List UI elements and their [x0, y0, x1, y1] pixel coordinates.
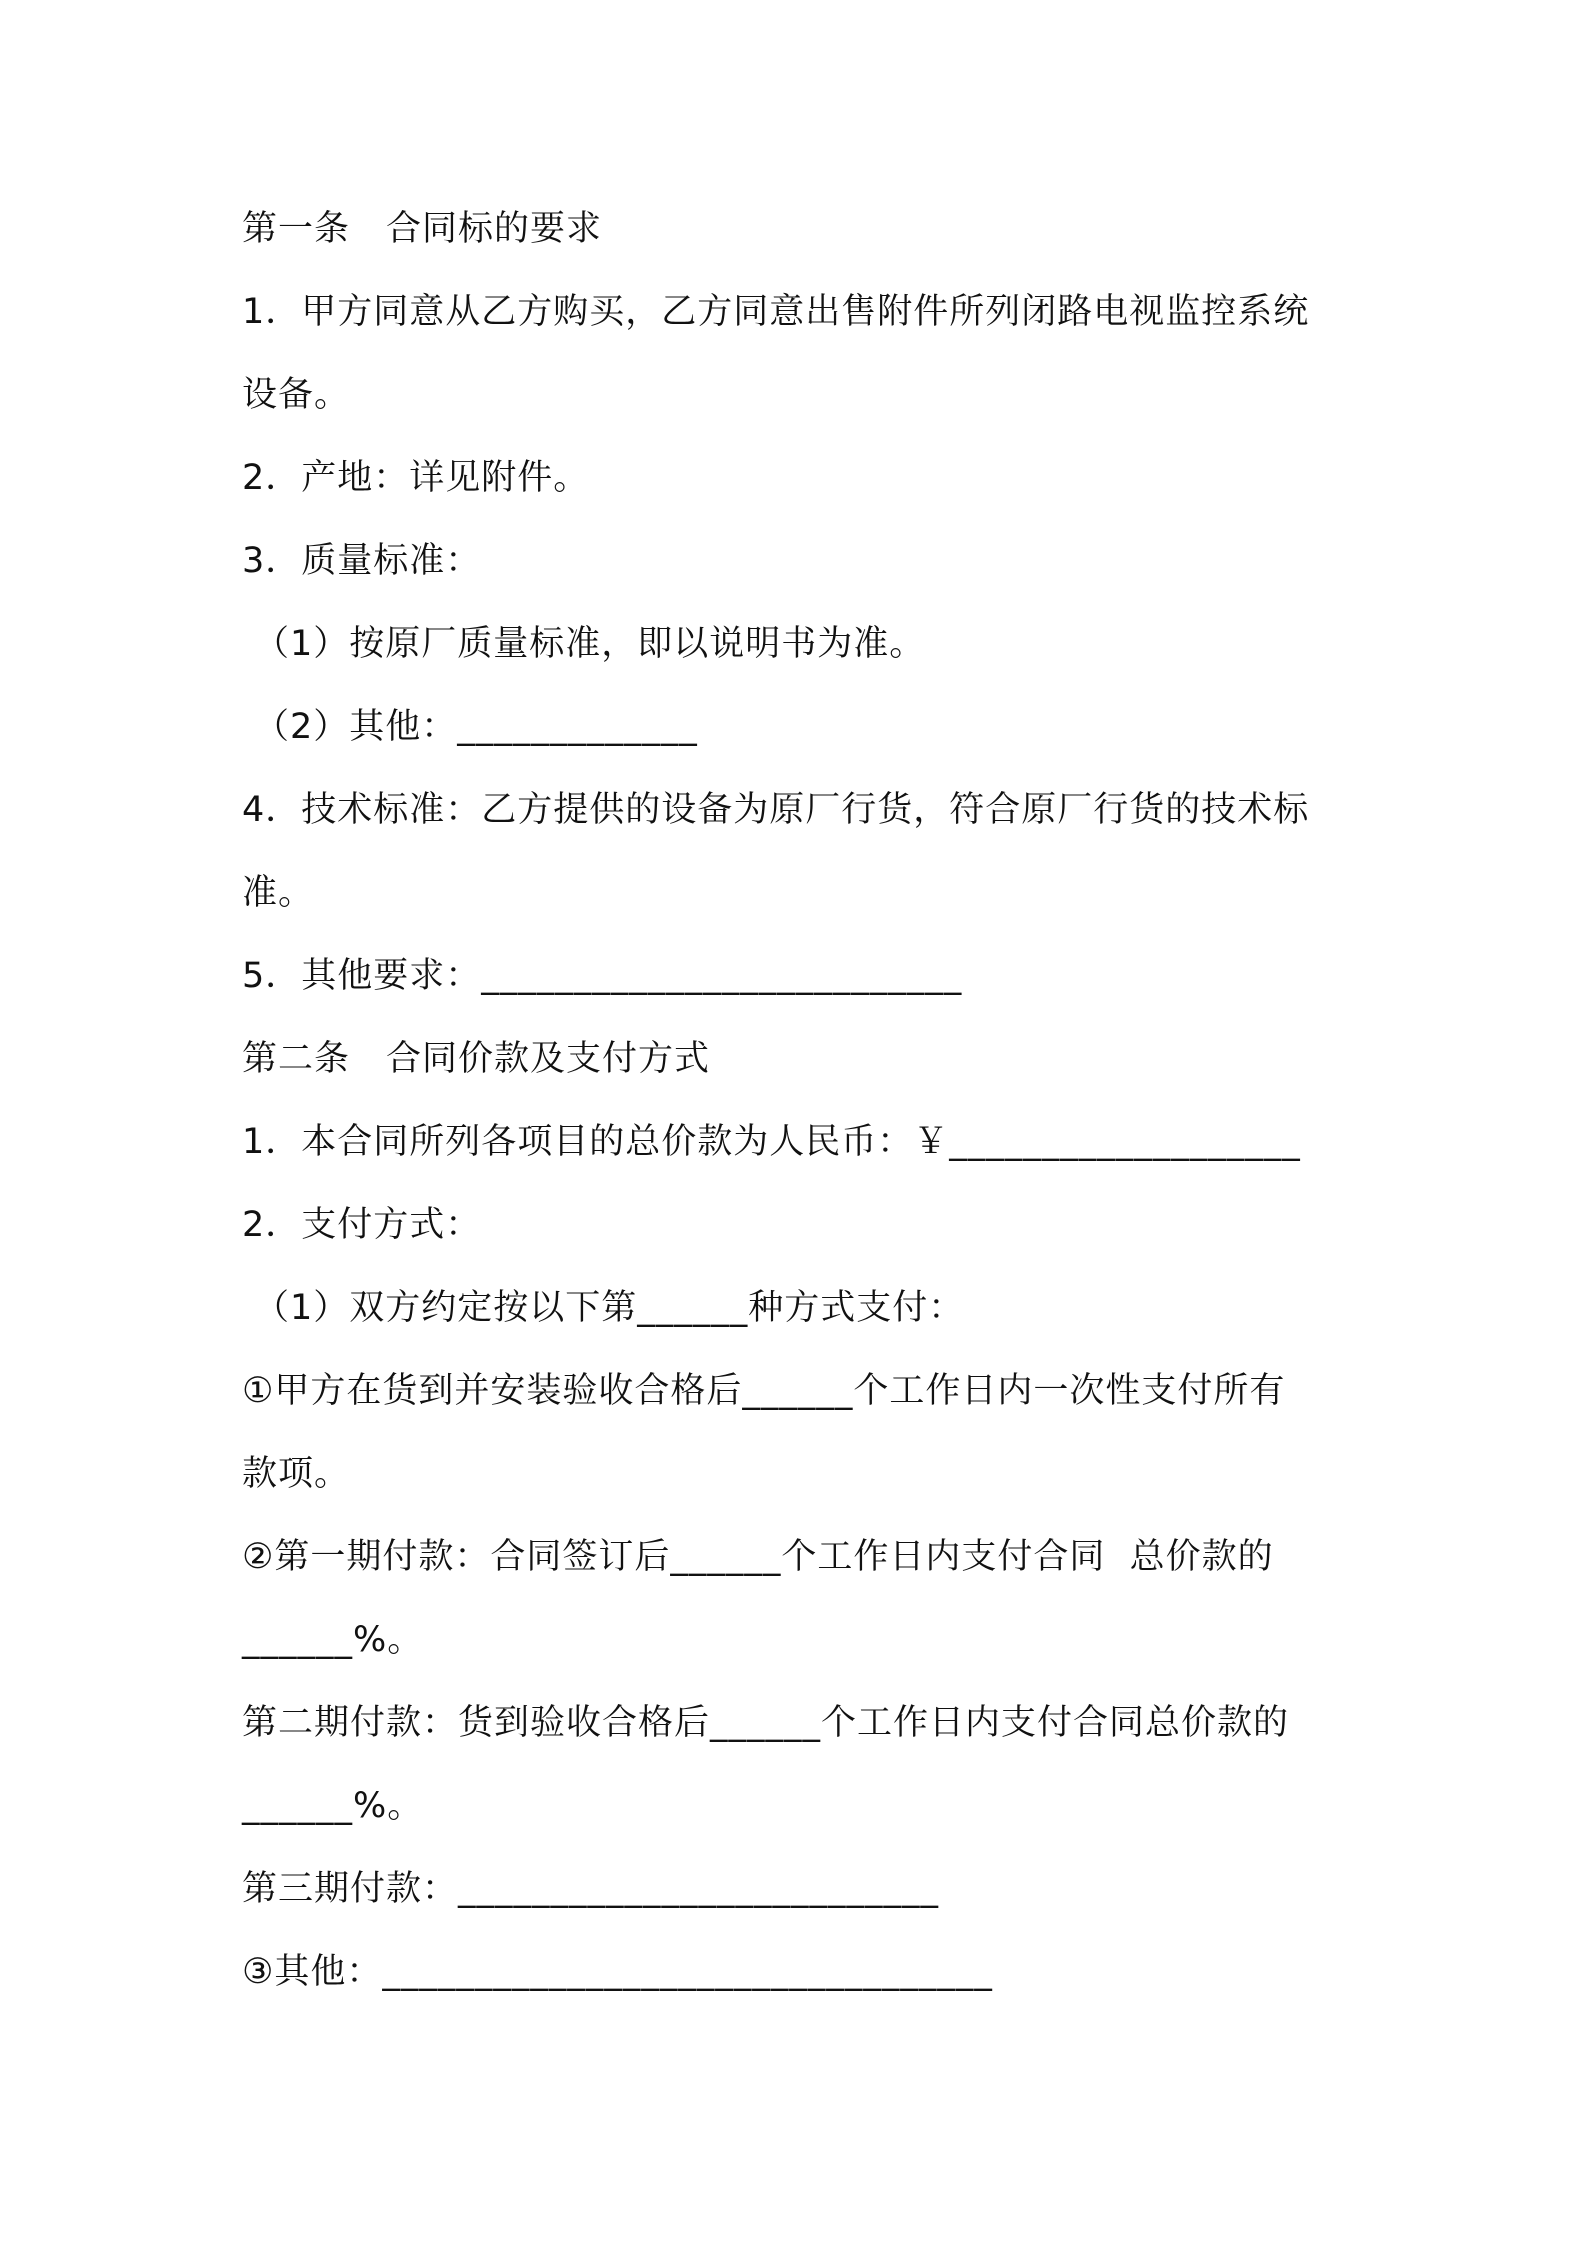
clause-1-5: 5．其他要求：__________________________ [242, 956, 963, 996]
clause-1-4-line-1: 4．技术标准：乙方提供的设备为原厂行货，符合原厂行货的技术标 [242, 790, 1310, 830]
payment-option-2-line-2: ______%。 [242, 1620, 424, 1660]
clause-1-4-line-2: 准。 [242, 873, 315, 913]
second-payment-line-1: 第二期付款：货到验收合格后______个工作日内支付合同总价款的 [242, 1703, 1290, 1743]
clause-2-1: 1．本合同所列各项目的总价款为人民币：￥___________________ [242, 1122, 1301, 1162]
clause-1-1-line-1: 1．甲方同意从乙方购买，乙方同意出售附件所列闭路电视监控系统 [242, 292, 1310, 332]
payment-option-1-line-2: 款项。 [242, 1454, 351, 1494]
article-1-heading: 第一条 合同标的要求 [242, 209, 603, 249]
clause-1-3-1: （1）按原厂质量标准，即以说明书为准。 [254, 624, 926, 664]
article-2-heading: 第二条 合同价款及支付方式 [242, 1039, 711, 1079]
clause-1-1-line-2: 设备。 [242, 375, 351, 415]
second-payment-line-2: ______%。 [242, 1786, 424, 1826]
payment-option-2-line-1: ②第一期付款：合同签订后______个工作日内支付合同 总价款的 [242, 1537, 1274, 1577]
third-payment: 第三期付款：__________________________ [242, 1869, 940, 1909]
clause-1-2: 2．产地：详见附件。 [242, 458, 590, 498]
payment-option-3: ③其他：_________________________________ [242, 1952, 993, 1992]
payment-option-1-line-1: ①甲方在货到并安装验收合格后______个工作日内一次性支付所有 [242, 1371, 1286, 1411]
clause-2-2-1: （1）双方约定按以下第______种方式支付： [254, 1288, 965, 1328]
clause-2-2: 2．支付方式： [242, 1205, 482, 1245]
clause-1-3-2: （2）其他：_____________ [254, 707, 698, 747]
clause-1-3: 3．质量标准： [242, 541, 482, 581]
